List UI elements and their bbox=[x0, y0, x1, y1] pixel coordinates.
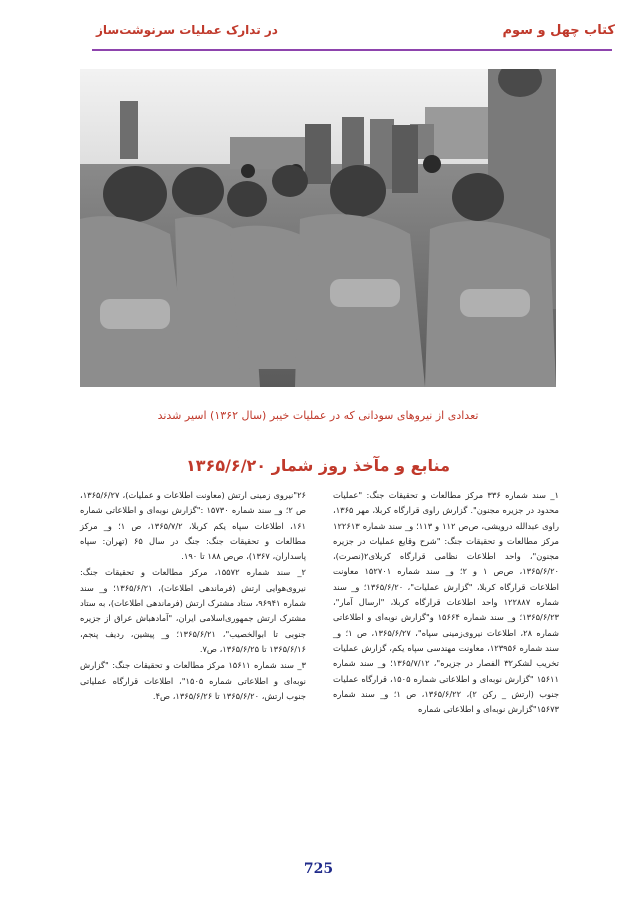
notes-column-left bbox=[80, 488, 306, 705]
book-title: کتاب چهل و سوم bbox=[502, 23, 615, 38]
header-divider bbox=[92, 49, 612, 51]
series-title: در تدارک عملیات سرنوشت‌ساز bbox=[96, 23, 278, 37]
note-3: ۳_ سند شماره ۱۵۶۱۱ مرکز مطالعات و تحقیقات جنگ: "گزارش نوبه‌ای و اطلاعاتی شماره ۱۵۰۵"، اطلاعات قرارگاه عملیاتی جنوب ارتش، ۱۳۶۵/۶/۲۰ تا ۱۳۶۵/۶/۲۶، ص۴. bbox=[80, 660, 306, 701]
notes-column-right bbox=[333, 488, 559, 718]
note-1-continued: ۲۶"نیروی زمینی ارتش (معاونت اطلاعات و عملیات)، ۱۳۶۵/۶/۲۷، ص ۲؛ و_ سند شماره ۱۵۷۳۰ :"گزارش نوبه‌ای و اطلاعاتی شماره ۱۶۱، اطلاعات سپاه یکم کربلا، ۱۳۶۵/۷/۲، ص ۱؛ و_ مرکز مطالعات و تحقیقات جنگ: جنگ در سال ۶۵ (تهران: سپاه پاسداران، ۱۳۶۷)، ص‌ص ۱۸۸ تا ۱۹۰. bbox=[80, 490, 307, 562]
prisoners-photo bbox=[80, 69, 556, 387]
page-number: 725 bbox=[303, 861, 334, 877]
section-title: منابع و مآخذ روز شمار ۱۳۶۵/۶/۲۰ bbox=[186, 456, 450, 475]
photo-caption: تعدادی از نیروهای سودانی که در عملیات خیبر (سال ۱۳۶۲) اسیر شدند bbox=[157, 409, 479, 422]
note-2: ۲_ سند شماره ۱۵۵۷۲، مرکز مطالعات و تحقیقات جنگ: نیروی‌هوایی ارتش (فرماندهی اطلاعات)، ۱۳۶۵/۶/۲۱؛ و_ سند شماره ۹۶۹۴۱، ستاد مشترک ارتش (فرماندهی اطلاعات)، به ستاد مشترک ارتش جمهوری‌اسلامی ایران، "آمادهباش عراق از جزیره جنوبی تا ابوالخصیب"، ۱۳۶۵/۶/۲۱؛ و_ پیشین، ردیف پنجم، ۱۳۶۵/۶/۱۶ تا ۱۳۶۵/۶/۲۵، ص۷. bbox=[80, 567, 306, 654]
page-header bbox=[0, 0, 637, 60]
note-1: ۱_ سند شماره ۳۳۶ مرکز مطالعات و تحقیقات جنگ: "عملیات محدود در جزیره مجنون". گزارش راوی قرارگاه کربلا، مهر ۱۳۶۵، راوی عبدالله درویشی، ص‌ص ۱۱۲ و ۱۱۳؛ و_ سند شماره ۱۲۲۶۱۳ مرکز مطالعات و تحقیقات جنگ: "شرح وقایع عملیات در جزیره مجنون"، واحد اطلاعات نظامی قرارگاه کربلای۲(نصرت)، ۱۳۶۵/۶/۲۰، ص‌ص ۱ و ۲؛ و_ سند شماره ۱۵۲۷۰۱ معاونت اطلاعات قرارگاه کربلا، "گزارش عملیات"، ۱۳۶۵/۶/۲۰؛ و_ سند شماره ۱۲۲۸۸۷ واحد اطلاعات قرارگاه کربلا، "ارسال آمار"، ۱۳۶۵/۶/۲۳؛ و_ سند شماره ۱۵۶۶۴ و"گزارش نوبه‌ای و اطلاعاتی شماره ۲۸، اطلاعات نیروی‌زمینی سپاه"، ۱۳۶۵/۶/۲۷، ص ۱؛ و_ سند شماره ۱۲۳۹۵۶، معاونت مهندسی سپاه یکم، گزارش عملیات تخریب لشکر۳۲ الفصار در جزیره"، ۱۳۶۵/۷/۱۲؛ و_ سند شماره ۱۵۶۱۱ "گزارش نوبه‌ای و اطلاعاتی شماره ۱۵۰۵، قرارگاه عملیات جنوب (ارتش _ رکن ۲)، ۱۳۶۵/۶/۲۲، ص ۱؛ و_ سند شماره ۱۵۶۷۳"گزارش نوبه‌ای و اطلاعاتی شماره bbox=[333, 490, 560, 715]
